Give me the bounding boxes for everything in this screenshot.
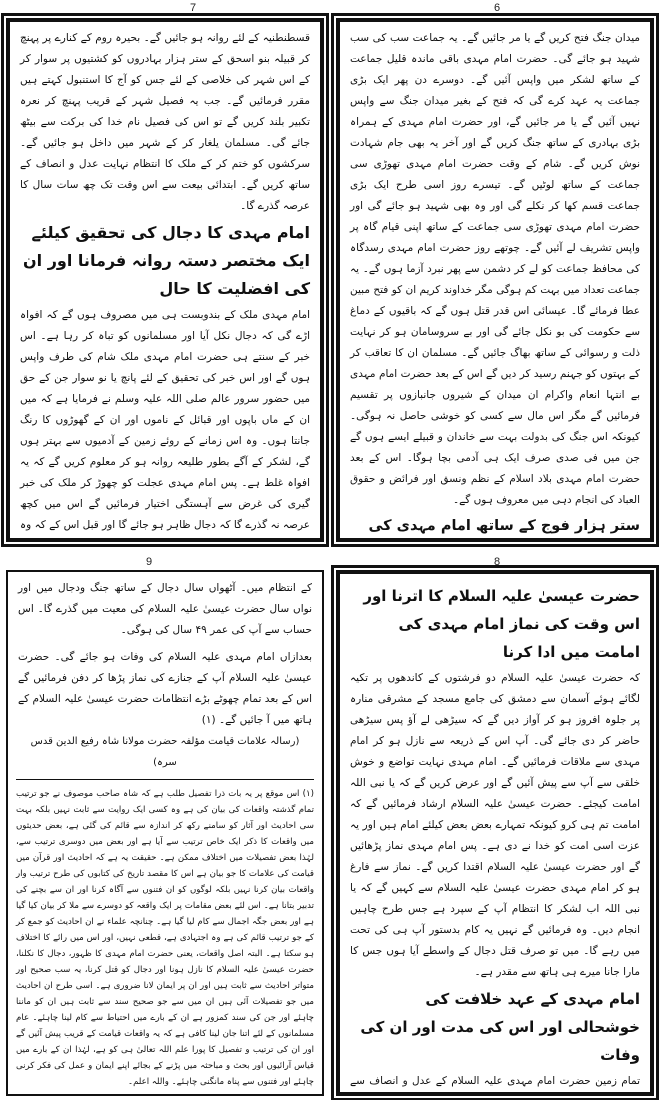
page-6-paragraph-1: میدان جنگ فتح کریں گے یا مر جائیں گے۔ یہ جماعت سب کی سب شہید ہو جائے گی۔ حضرت امام مہدی باقی ماندہ قلیل جماعت کے ساتھ لشکر میں واپس آئیں گے۔ دوسرے دن پھر ایک بڑی جماعت یہ عہد کرے گی کہ فتح کے بغیر میدان جنگ سے واپس نہیں آئیں گے یا مر جائیں گے، اور حضرت امام مہدی کے ہمراہ بڑی بہادری کے ساتھ جنگ کریں گے اور آخر یہ بھی جام شہادت نوش کریں گے۔ شام کے وقت حضرت امام مہدی تھوڑی سی جماعت کے ساتھ لوٹیں گے۔ تیسرے روز اسی طرح ایک بڑی جماعت قسم کھا کر نکلے گی اور وہ بھی شہید ہو جائے گی اور حضرت امام مہدی تھوڑی سی جماعت کے ساتھ اپنی قیام گاہ پر واپس تشریف لے آئیں گے۔ چوتھے روز حضرت امام مہدی رسدگاہ کی محافظ جماعت کو لے کر دشمن سے پھر نبرد آزما ہوں گے۔ یہ جماعت تعداد میں بہت کم ہوگی مگر خداوند کریم ان کو فتح مبین عطا فرمائے گا۔ عیسائی اس قدر قتل ہوں گے کہ باقیوں کے دماغ سے حکومت کی بو نکل جائے گی اور بے سروسامان ہو کر نہایت ذلت و رسوائی کے ساتھ بھاگ جائیں گے۔ مسلمان ان کا تعاقب کر کے بہتوں کو جہنم رسید کر دیں گے اس کے بعد حضرت امام مہدی بے انتہا انعام واکرام ان میدان کے شیروں جانبازوں پر تقسیم فرمائیں گے مگر اس مال سے کسی کو خوشی حاصل نہ ہوگی۔ کیونکہ اس جنگ کی بدولت بہت سے خاندان و قبیلے ایسے ہوں گے جن میں فی صدی صرف ایک ہی آدمی بچا ہوگا۔ اس کے بعد حضرت امام مہدی بلاد اسلام کے نظم ونسق اور فرائض و حقوق العباد کی انجام دہی میں معروف ہوں گے۔ xyxy=(350,32,640,506)
page-7-panel xyxy=(6,18,324,542)
page-8-heading-2: امام مہدی کے عہد خلافت کی خوشحالی اور اس کی مدت اور ان کی وفات xyxy=(360,990,640,1064)
page-9-paragraph-1: کے انتظام میں۔ آٹھواں سال دجال کے ساتھ جنگ ودجال میں اور نواں سال حضرت عیسیٰ علیہ السلام کی معیت میں گذرے گا۔ اس حساب سے آپ کی عمر ۴۹ سال کی ہوگی۔ xyxy=(18,582,312,636)
page-8-paragraph-1: کہ حضرت عیسیٰ علیہ السلام دو فرشتوں کے کاندھوں پر تکیہ لگائے ہوئے آسمان سے دمشق کی جامع مسجد کے مشرقی منارہ پر جلوہ افروز ہو کر آواز دیں گے کہ سیڑھی لے آؤ پس سیڑھی حاضر کر دی جائے گی۔ آپ اس کے ذریعہ سے نازل ہو کر امام مہدی سے ملاقات فرمائیں گے۔ امام مہدی نہایت تواضع و خوش خلقی سے آپ سے پیش آئیں گے اور عرض کریں گے کہ یا نبی اللہ امامت کیجئے۔ حضرت عیسیٰ علیہ السلام ارشاد فرمائیں گے کہ امامت تم ہی کرو کیونکہ تمہارے بعض بعض کیلئے امام ہیں اور یہ عزت اسی امت کو خدا نے دی ہے۔ پس امام مہدی نماز پڑھائیں گے اور حضرت عیسیٰ علیہ السلام اقتدا کریں گے۔ نماز سے فارغ ہو کر امام مہدی حضرت عیسیٰ علیہ السلام سے کہیں گے کہ یا نبی اللہ اب لشکر کا انتظام آپ کے سپرد ہے جس طرح چاہیں انجام دیں۔ وہ فرمائیں گے نہیں یہ کام بدستور آپ ہی کی تحت میں رہے گا۔ میں تو صرف قتل دجال کے واسطے آیا ہوں جس کا مارا جانا میرے ہی ہاتھ سے مقدر ہے۔ xyxy=(350,672,640,978)
page-8-heading-1: حضرت عیسیٰ علیہ السلام کا اترنا اور اس وقت کی نماز امام مہدی کی امامت میں ادا کرنا xyxy=(363,587,640,661)
page-number-9: 9 xyxy=(146,556,153,568)
page-number-8: 8 xyxy=(494,556,501,568)
page-6-panel xyxy=(336,18,654,542)
page-9-citation: (رسالہ علامات قیامت مؤلفہ حضرت مولانا شاہ رفیع الدین قدس سرہ) xyxy=(30,736,300,768)
page-8-panel xyxy=(336,570,654,1096)
page-8-paragraph-2: تمام زمین حضرت امام مہدی علیہ السلام کے عدل و انصاف سے xyxy=(350,1075,640,1087)
page-7-heading: امام مہدی کا دجال کی تحقیق کیلئے ایک مختصر دستہ روانہ فرمانا اور ان کی افضلیت کا حال xyxy=(23,223,310,298)
page-number-7: 7 xyxy=(190,2,197,14)
page-9-panel xyxy=(6,570,324,1096)
page-7-paragraph-1: قسطنطنیہ کے لئے روانہ ہو جائیں گے۔ بحیرہ روم کے کنارے پر پہنچ کر قبیلہ بنو اسحق کے ستر ہزار بہادروں کو کشتیوں پر سوار کر کے اس شہر کی خلاصی کے لئے جس کو آج کا استنبول کہتے ہیں مقرر فرمائیں گے۔ جب یہ فصیل شہر کے قریب پہنچ کر نعرہ تکبیر بلند کریں گے تو اس کی فصیل نام خدا کی برکت سے بیٹھ جائے گی۔ مسلمان یلغار کر کے شہر میں داخل ہو جائیں گے۔ سرکشوں کو ختم کر کے ملک کا انتظام نہایت عدل و انصاف کے ساتھ کریں گے۔ ابتدائی بیعت سے اس وقت تک چھ سات سال کا عرصہ گذرے گا۔ xyxy=(20,32,310,212)
page-6-heading: ستر ہزار فوج کے ساتھ امام مہدی کی xyxy=(368,518,640,534)
page-9-paragraph-2: بعدازاں امام مہدی علیہ السلام کی وفات ہو جائے گی۔ حضرت عیسیٰ علیہ السلام آپ کے جنازے کی نماز پڑھا کر دفن فرمائیں گے اس کے بعد تمام چھوٹے بڑے انتظامات حضرت عیسیٰ علیہ السلام کے ہاتھ میں آ جائیں گے۔ (۱) xyxy=(18,651,312,726)
page-9-footnote: (۱) اس موقع پر یہ بات ذرا تفصیل طلب ہے کہ شاہ صاحب موصوف نے جو ترتیب تمام گذشتہ واقعات کی بیان کی ہے وہ کسی ایک روایت سے ثابت نہیں بلکہ بہت سی احادیث اور آثار کو سامنے رکھ کر اندازہ سے قائم کی گئی ہے، بعض حدیثوں میں واقعات کا ذکر ایک خاص ترتیب سے آیا ہے اور بعض میں دوسری ترتیب سے، لہٰذا بعض تفصیلات میں اختلاف ممکن ہے۔ حقیقت یہ ہے کہ احادیث اور قرآن میں قیامت کی علامات کا جو بیان ہے اس کا مقصد تاریخ کی کتابوں کی طرح ترتیب وار واقعات بیان کرنا نہیں بلکہ لوگوں کو ان فتنوں سے آگاہ کرنا اور ان سے بچنے کی تدبیر بتانا ہے۔ اس لئے بعض مقامات پر ایک واقعہ کو دوسرے سے ملا کر بیان کیا گیا ہے اور بعض جگہ اجمال سے کام لیا گیا ہے۔ چنانچہ علماء نے ان احادیث کو جمع کر کے جو ترتیب قائم کی ہے وہ اجتہادی ہے، قطعی نہیں، اور اس میں رائے کا اختلاف ہو سکتا ہے۔ البتہ اصل واقعات، یعنی حضرت امام مہدی کا ظہور، دجال کا نکلنا، حضرت عیسیٰ علیہ السلام کا نازل ہونا اور دجال کو قتل کرنا، یہ سب صحیح اور متواتر احادیث سے ثابت ہیں اور ان پر ایمان لانا ضروری ہے۔ اسی طرح ان احادیث میں جو تفصیلات آئی ہیں ان میں سے جو صحیح سند سے ثابت ہیں ان کو ماننا چاہئے اور جن کی سند کمزور ہے ان کے بارے میں احتیاط سے کام لینا چاہئے۔ عام مسلمانوں کے لئے اتنا جان لینا کافی ہے کہ یہ واقعات قیامت کے قریب پیش آئیں گے اور ان کی ترتیب و تفصیل کا پورا علم اللہ تعالیٰ ہی کو ہے، لہٰذا ان کے بارے میں قیاس آرائیوں اور بحث و مباحثہ میں پڑنے کے بجائے اپنے ایمان و عمل کی فکر کرنی چاہئے اور فتنوں سے پناہ مانگنی چاہئے۔ واللہ اعلم۔ xyxy=(16,789,314,1087)
page-number-6: 6 xyxy=(494,2,501,14)
footnote-divider xyxy=(16,779,314,780)
page-7-paragraph-2: امام مہدی ملک کے بندوبست ہی میں مصروف ہوں گے کہ افواہ اڑے گی کہ دجال نکل آیا اور مسلمانوں کو تباہ کر رہا ہے۔ اس خبر کے سنتے ہی حضرت امام مہدی ملک شام کی طرف واپس ہوں گے اور اس خبر کی تحقیق کے لئے پانچ یا نو سوار جن کے حق میں حضور سرور عالم صلی اللہ علیہ وسلم نے فرمایا ہے کہ میں ان کے ماں باپوں اور قبائل کے ناموں اور ان کے گھوڑوں کا رنگ جانتا ہوں۔ وہ اس زمانے کے روئے زمین کے آدمیوں سے بہتر ہوں گے، لشکر کے آگے بطور طلیعہ روانہ ہو کر معلوم کریں گے کہ یہ افواہ غلط ہے۔ پس امام مہدی عجلت کو چھوڑ کر ملک کی خبر گیری کی غرض سے آہستگی اختیار فرمائیں گے اس میں کچھ عرصہ نہ گذرے گا کہ دجال ظاہر ہو جائے گا اور قبل اس کے کہ وہ xyxy=(20,309,310,531)
